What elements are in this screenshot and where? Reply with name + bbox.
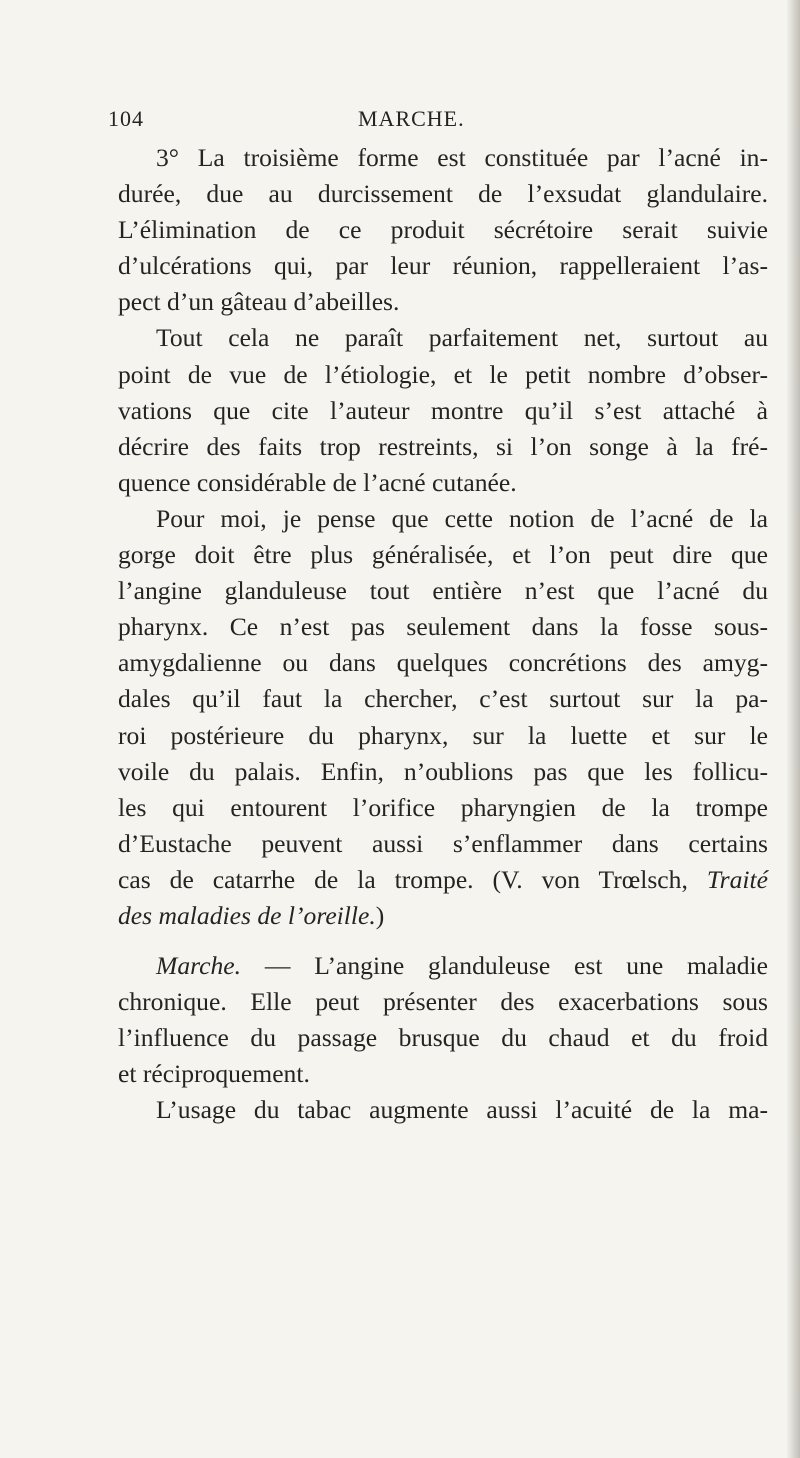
text-line: pharynx. Ce n’est pas seulement dans la fosse sous-	[118, 612, 768, 642]
text-line: et réciproquement.	[118, 1059, 310, 1089]
text-line: amygdalienne ou dans quelques concrétions des amyg-	[118, 648, 768, 678]
paragraph-marche	[118, 948, 768, 1092]
text-line: l’influence du passage brusque du chaud et du froid	[118, 1023, 768, 1053]
text-line	[118, 898, 768, 934]
text-line: 3° La troisième forme est constituée par l’acné in-	[156, 143, 768, 172]
paragraph-etiology	[118, 320, 768, 500]
text-line: dales qu’il faut la chercher, c’est surtout sur la pa-	[118, 684, 768, 714]
text-run: cas de catarrhe de la trompe. (V. von Trœlsch,	[118, 864, 707, 894]
text-line: quence considérable de l’acné cutanée.	[118, 467, 517, 497]
text-line: Pour moi, je pense que cette notion de l’acné de la	[156, 503, 768, 533]
text-line: durée, due au durcissement de l’exsudat glandulaire.	[118, 179, 768, 209]
page-edge-shadow	[786, 0, 800, 1458]
text-run: — L’angine glanduleuse est une maladie	[241, 951, 768, 981]
section-gap	[118, 934, 768, 948]
paragraph-third-form	[118, 140, 768, 320]
text-line: roi postérieure du pharynx, sur la luette et sur le	[118, 720, 768, 750]
text-line: voile du palais. Enfin, n’oublions pas que les follicu-	[118, 756, 768, 786]
page-number: 104	[108, 106, 144, 131]
text-line: Tout cela ne paraît parfaitement net, surtout au	[156, 323, 768, 353]
text-line: d’Eustache peuvent aussi s’enflammer dans certains	[118, 828, 768, 858]
text-line: chronique. Elle peut présenter des exacerbations sous	[118, 987, 768, 1017]
text-line: gorge doit être plus généralisée, et l’on peut dire que	[118, 540, 768, 570]
text-run: )	[375, 900, 385, 930]
text-line: L’usage du tabac augmente aussi l’acuité de la ma-	[156, 1095, 768, 1125]
citation-title: Traité	[706, 864, 768, 894]
text-line: d’ulcérations qui, par leur réunion, rappelleraient l’as-	[118, 251, 768, 281]
text-line: L’élimination de ce produit sécrétoire serait suivie	[118, 215, 768, 245]
text-line: vations que cite l’auteur montre qu’il s’est attaché à	[118, 395, 768, 425]
running-head	[108, 106, 768, 136]
text-line: les qui entourent l’orifice pharyngien de la trompe	[118, 792, 768, 822]
paragraph-pharynx-acne	[118, 501, 768, 934]
text-line: point de vue de l’étiologie, et le petit nombre d’obser-	[118, 359, 768, 389]
section-heading: Marche.	[156, 951, 242, 981]
text-line	[118, 948, 768, 984]
text-line	[118, 862, 768, 898]
running-title: MARCHE.	[358, 106, 465, 131]
text-line: l’angine glanduleuse tout entière n’est que l’acné du	[118, 576, 768, 606]
citation-title: des maladies de l’oreille.	[118, 900, 376, 930]
text-line: pect d’un gâteau d’abeilles.	[118, 287, 400, 317]
paragraph-tabac	[118, 1092, 768, 1128]
text-line: décrire des faits trop restreints, si l’on songe à la fré-	[118, 431, 768, 461]
body-text	[118, 140, 768, 1129]
